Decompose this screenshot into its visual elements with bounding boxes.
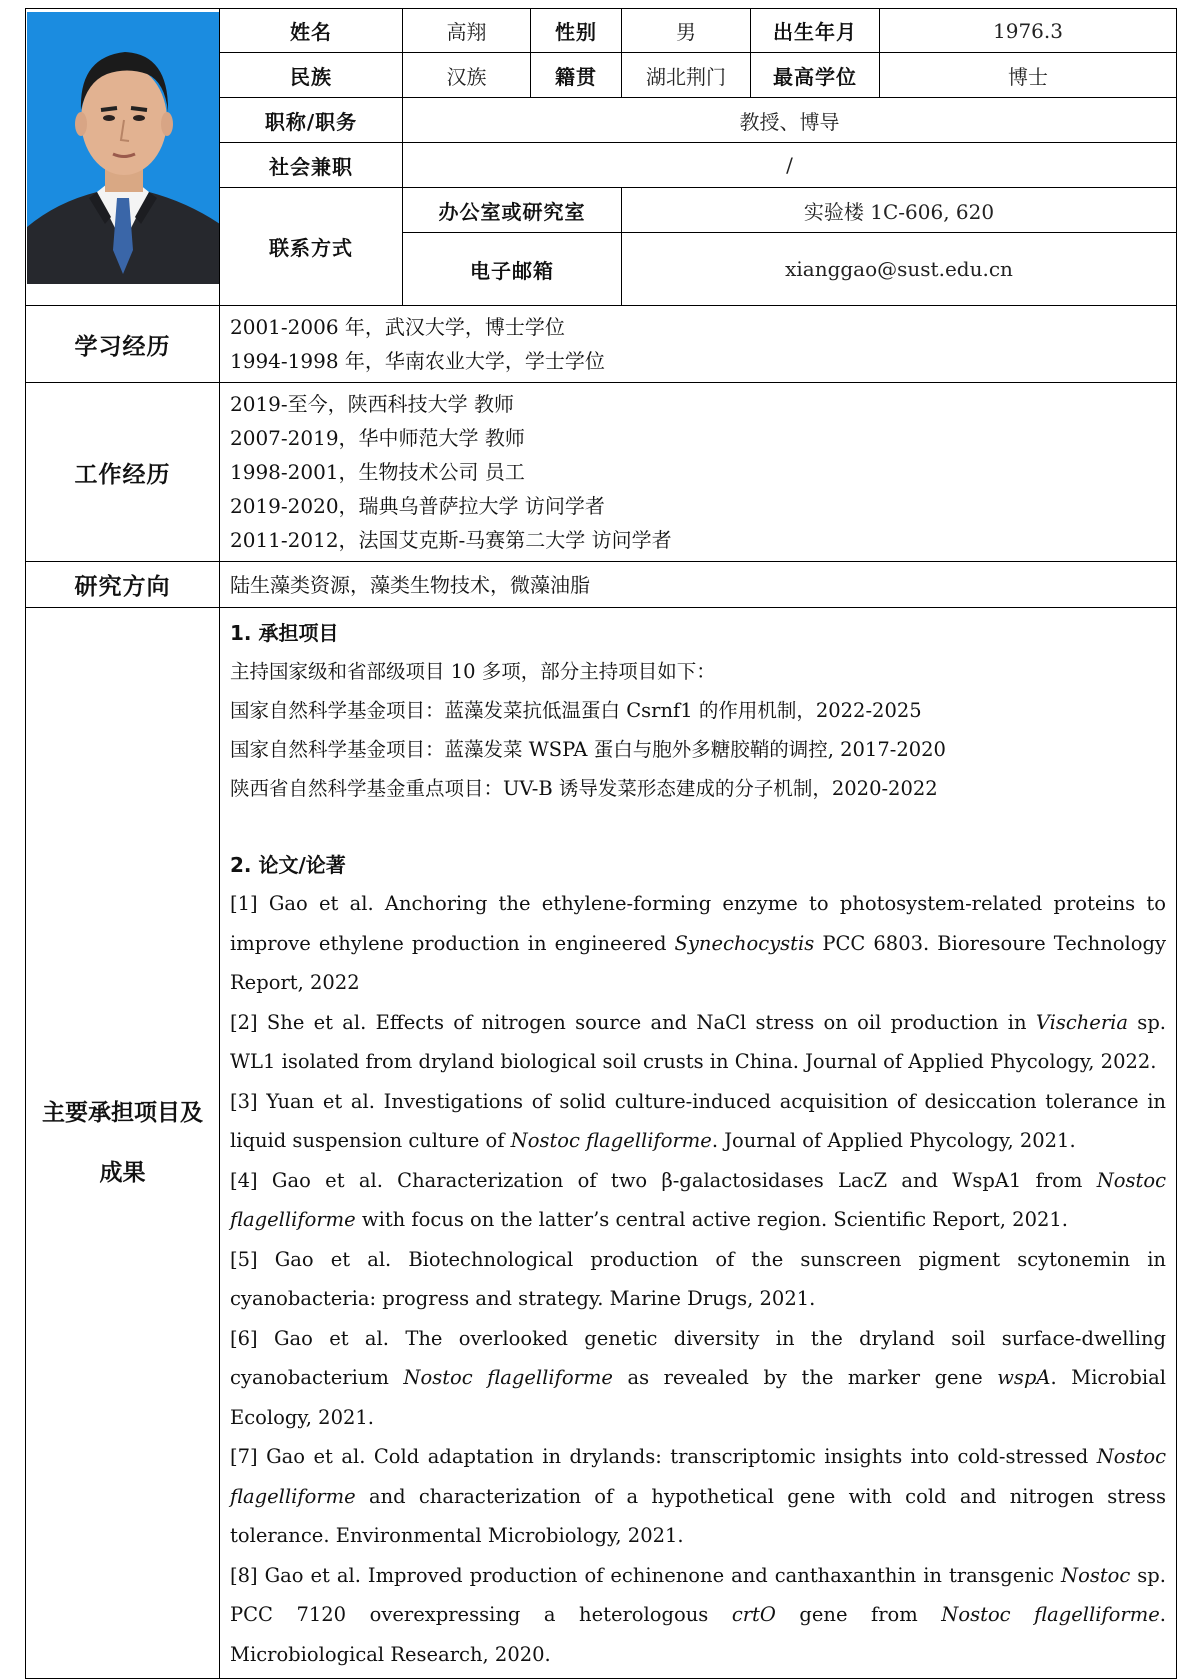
social-value: / [403, 143, 1177, 188]
social-label: 社会兼职 [220, 143, 403, 188]
contact-label: 联系方式 [220, 188, 403, 306]
email-value: xianggao@sust.edu.cn [622, 233, 1177, 306]
education-label: 学习经历 [26, 306, 220, 383]
research-content [220, 562, 1177, 608]
title-label: 职称/职务 [220, 98, 403, 143]
projects-title: 1. 承担项目 [230, 621, 339, 645]
resume-page [25, 8, 1176, 1666]
achievements-label-line2: 成果 [99, 1160, 146, 1186]
birth-label: 出生年月 [751, 9, 880, 53]
paper-entry: [5] Gao et al. Biotechnological production of the sunscreen pigment scytonemin in cyanobacteria: progress and strategy. Marine Drugs, 2021. [230, 1247, 1166, 1310]
achievements-label-cell [26, 608, 220, 1679]
project-line: 国家自然科学基金项目：蓝藻发菜 WSPA 蛋白与胞外多糖胶鞘的调控, 2017-2020 [230, 738, 946, 761]
ethnicity-label: 民族 [220, 53, 403, 98]
paper-entry: [6] Gao et al. The overlooked genetic diversity in the dryland soil surface-dwelling cyanobacterium Nostoc flagelliforme as revealed by the marker gene wspA. Microbial Ecology, 2021. [230, 1326, 1166, 1429]
degree-label: 最高学位 [751, 53, 880, 98]
gender-value: 男 [622, 9, 751, 53]
project-line: 主持国家级和省部级项目 10 多项，部分主持项目如下： [230, 660, 716, 683]
achievements-content [220, 608, 1177, 1679]
ethnicity-value: 汉族 [403, 53, 531, 98]
paper-entry: [8] Gao et al. Improved production of echinenone and canthaxanthin in transgenic Nostoc sp. PCC 7120 overexpressing a heterologous crtO gene from Nostoc flagelliforme. Microbiological Research, 2020. [230, 1563, 1166, 1666]
paper-entry: [4] Gao et al. Characterization of two β-galactosidases LacZ and WspA1 from Nostoc flagelliforme with focus on the latter’s central active region. Scientific Report, 2021. [230, 1168, 1166, 1231]
work-content [220, 383, 1177, 562]
resume-table [25, 8, 1177, 1679]
project-line: 国家自然科学基金项目：蓝藻发菜抗低温蛋白 Csrnf1 的作用机制，2022-2025 [230, 699, 922, 722]
name-value: 高翔 [403, 9, 531, 53]
native-label: 籍贯 [531, 53, 622, 98]
name-label: 姓名 [220, 9, 403, 53]
email-label: 电子邮箱 [403, 233, 622, 306]
degree-value: 博士 [880, 53, 1177, 98]
paper-entry: [1] Gao et al. Anchoring the ethylene-forming enzyme to photosystem-related proteins to improve ethylene production in engineered Synechocystis PCC 6803. Bioresoure Technology Report, 2022 [230, 892, 1167, 994]
work-line: 2019-至今，陕西科技大学 教师 [230, 392, 515, 416]
photo-cell [26, 9, 220, 306]
work-line: 2007-2019，华中师范大学 教师 [230, 426, 525, 450]
achievements-label-line1: 主要承担项目及 [42, 1100, 203, 1126]
office-value: 实验楼 1C-606, 620 [622, 188, 1177, 233]
portrait-illustration [27, 12, 220, 284]
research-label: 研究方向 [26, 562, 220, 608]
education-line: 2001-2006 年，武汉大学，博士学位 [230, 315, 565, 339]
spacer [230, 808, 1166, 846]
education-content [220, 306, 1177, 383]
paper-entry: [2] She et al. Effects of nitrogen source and NaCl stress on oil production in Vischeria sp. WL1 isolated from dryland biological soil crusts in China. Journal of Applied Phycology, 2022. [230, 1010, 1166, 1073]
work-line: 2019-2020，瑞典乌普萨拉大学 访问学者 [230, 494, 605, 518]
native-value: 湖北荆门 [622, 53, 751, 98]
research-text: 陆生藻类资源，藻类生物技术，微藻油脂 [230, 572, 590, 597]
paper-entry: [3] Yuan et al. Investigations of solid culture-induced acquisition of desiccation tolerance in liquid suspension culture of Nostoc flagelliforme. Journal of Applied Phycology, 2021. [230, 1089, 1166, 1152]
education-line: 1994-1998 年，华南农业大学，学士学位 [230, 349, 605, 373]
paper-entry: [7] Gao et al. Cold adaptation in drylands: transcriptomic insights into cold-stressed Nostoc flagelliforme and characterization of a hypothetical gene with cold and nitrogen stress tolerance. Environmental Microbiology, 2021. [230, 1445, 1166, 1547]
papers-title: 2. 论文/论著 [230, 853, 346, 877]
work-line: 2011-2012，法国艾克斯-马赛第二大学 访问学者 [230, 528, 672, 552]
project-line: 陕西省自然科学基金重点项目：UV-B 诱导发菜形态建成的分子机制，2020-2022 [230, 777, 938, 800]
title-value: 教授、博导 [403, 98, 1177, 143]
gender-label: 性别 [531, 9, 622, 53]
work-line: 1998-2001，生物技术公司 员工 [230, 460, 525, 484]
work-label: 工作经历 [26, 383, 220, 562]
portrait-photo [27, 12, 220, 284]
office-label: 办公室或研究室 [403, 188, 622, 233]
birth-value: 1976.3 [880, 9, 1177, 53]
